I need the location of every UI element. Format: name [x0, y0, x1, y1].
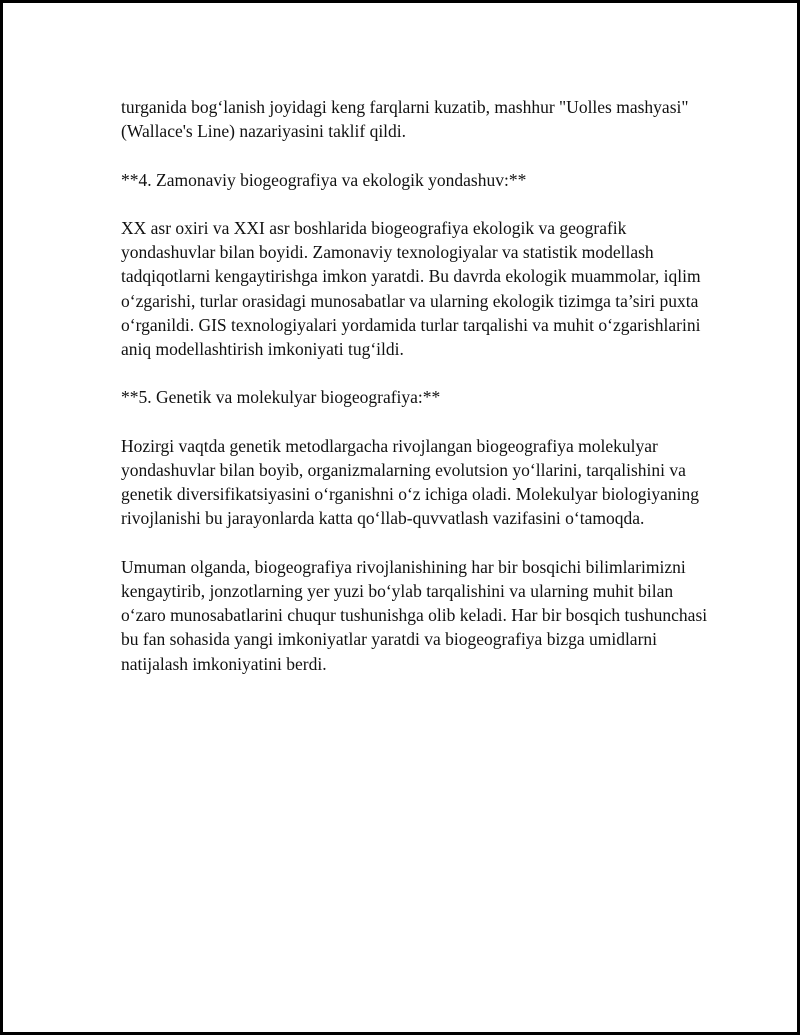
section-heading-genetic-biogeography: **5. Genetik va molekulyar biogeografiya:**	[121, 387, 441, 408]
paragraph-wallace-line: turganida bog‘lanish joyidagi keng farqlarni kuzatib, mashhur "Uolles mashyasi" (Wallace's Line) nazariyasini taklif qildi.	[121, 97, 689, 142]
paragraph-genetic-biogeography: Hozirgi vaqtda genetik metodlargacha rivojlangan biogeografiya molekulyar yondashuvlar bilan boyib, organizmalarning evolutsion yo‘llarini, tarqalishini va genetik diversifikatsiyasini o‘rganishni o‘z ichiga oladi. Molekulyar biologiyaning rivojlanishi bu jarayonlarda katta qo‘llab-quvvatlash vazifasini o‘tamoqda.	[121, 435, 700, 529]
section-heading-modern-biogeography: **4. Zamonaviy biogeografiya va ekologik yondashuv:**	[121, 169, 527, 190]
document-body	[121, 95, 711, 700]
paragraph-conclusion: Umuman olganda, biogeografiya rivojlanishining har bir bosqichi bilimlarimizni kengaytirib, jonzotlarning yer yuzi bo‘ylab tarqalishini va ularning muhit bilan o‘zaro munosabatlarini chuqur tushunishga olib keladi. Har bir bosqich tushunchasi bu fan sohasida yangi imkoniyatlar yaratdi va biogeografiya bizga umidlarni natijalash imkoniyatini berdi.	[121, 556, 708, 674]
paragraph-modern-biogeography: XX asr oxiri va XXI asr boshlarida biogeografiya ekologik va geografik yondashuvlar bilan boyidi. Zamonaviy texnologiyalar va statistik modellash tadqiqotlarni kengaytirishga imkon yaratdi. Bu davrda ekologik muammolar, iqlim o‘zgarishi, turlar orasidagi munosabatlar va ularning ekologik tizimga ta’siri puxta o‘rganildi. GIS texnologiyalari yordamida turlar tarqalishi va muhit o‘zgarishlarini aniq modellashtirish imkoniyati tug‘ildi.	[121, 217, 701, 359]
